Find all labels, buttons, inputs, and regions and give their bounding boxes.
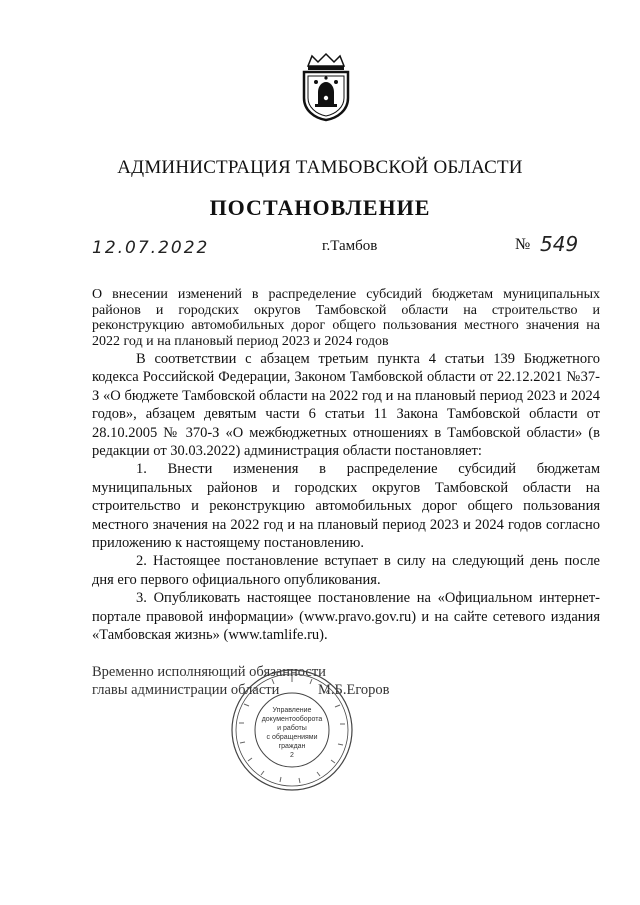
coat-of-arms-emblem: [298, 52, 354, 122]
document-type-heading: ПОСТАНОВЛЕНИЕ: [209, 195, 431, 220]
document-date: 12.07.2022: [92, 238, 210, 258]
signatory-name: М.Б.Егоров: [318, 682, 390, 698]
signature-position-line-1: Временно исполняющий обязанности: [92, 664, 326, 680]
document-number-label: №: [515, 236, 531, 253]
body-item-2: 2. Настоящее постановление вступает в силу на следующий день после дня его первого официального опубликования.: [92, 553, 600, 588]
body-item-1: 1. Внести изменения в распределение субсидий бюджетам муниципальных районов и городских округов Тамбовской области на строительство и реконструкцию автомобильных дорог общего пользования местного значения на 2022 год и на плановый период 2023 и 2024 годов согласно приложению к настоящему постановлению.: [92, 461, 600, 552]
stamp-text-line-5: граждан: [278, 743, 306, 750]
organization-title: АДМИНИСТРАЦИЯ ТАМБОВСКОЙ ОБЛАСТИ: [117, 157, 523, 178]
stamp-text-line-4: с обращениями: [266, 734, 318, 741]
document-number: 549: [540, 232, 579, 256]
stamp-number: 2: [290, 752, 294, 759]
document-city: г.Тамбов: [322, 238, 378, 254]
stamp-text-line-2: документооборота: [261, 716, 323, 723]
document-subject: О внесении изменений в распределение субсидий бюджетам муниципальных районов и городских округов Тамбовской области на строительство и реконструкцию автомобильных дорог общего пользования местного значения на 2022 год и на плановый период 2023 и 2024 годов: [92, 287, 600, 349]
document-body: [92, 350, 600, 645]
stamp-text-line-3: и работы: [277, 725, 307, 732]
stamp-text-line-1: Управление: [272, 707, 312, 714]
body-intro-paragraph: В соответствии с абзацем третьим пункта 4 статьи 139 Бюджетного кодекса Российской Федерации, Законом Тамбовской области от 22.12.2021 №37-З «О бюджете Тамбовской области на 2022 год и на плановый период 2023 и 2024 годов», абзацем девятым части 6 статьи 11 Закона Тамбовской области от 28.10.2005 № 370-З «О межбюджетных отношениях в Тамбовской области» (в редакции от 30.03.2022) администрация области постановляет:: [92, 351, 600, 460]
signature-position-line-2: главы администрации области: [92, 681, 280, 698]
body-item-3: 3. Опубликовать настоящее постановление на «Официальном интернет-портале правовой информации» (www.pravo.gov.ru) и на сайте сетевого издания «Тамбовская жизнь» (www.tamlife.ru).: [92, 590, 600, 644]
official-stamp: [230, 668, 354, 792]
